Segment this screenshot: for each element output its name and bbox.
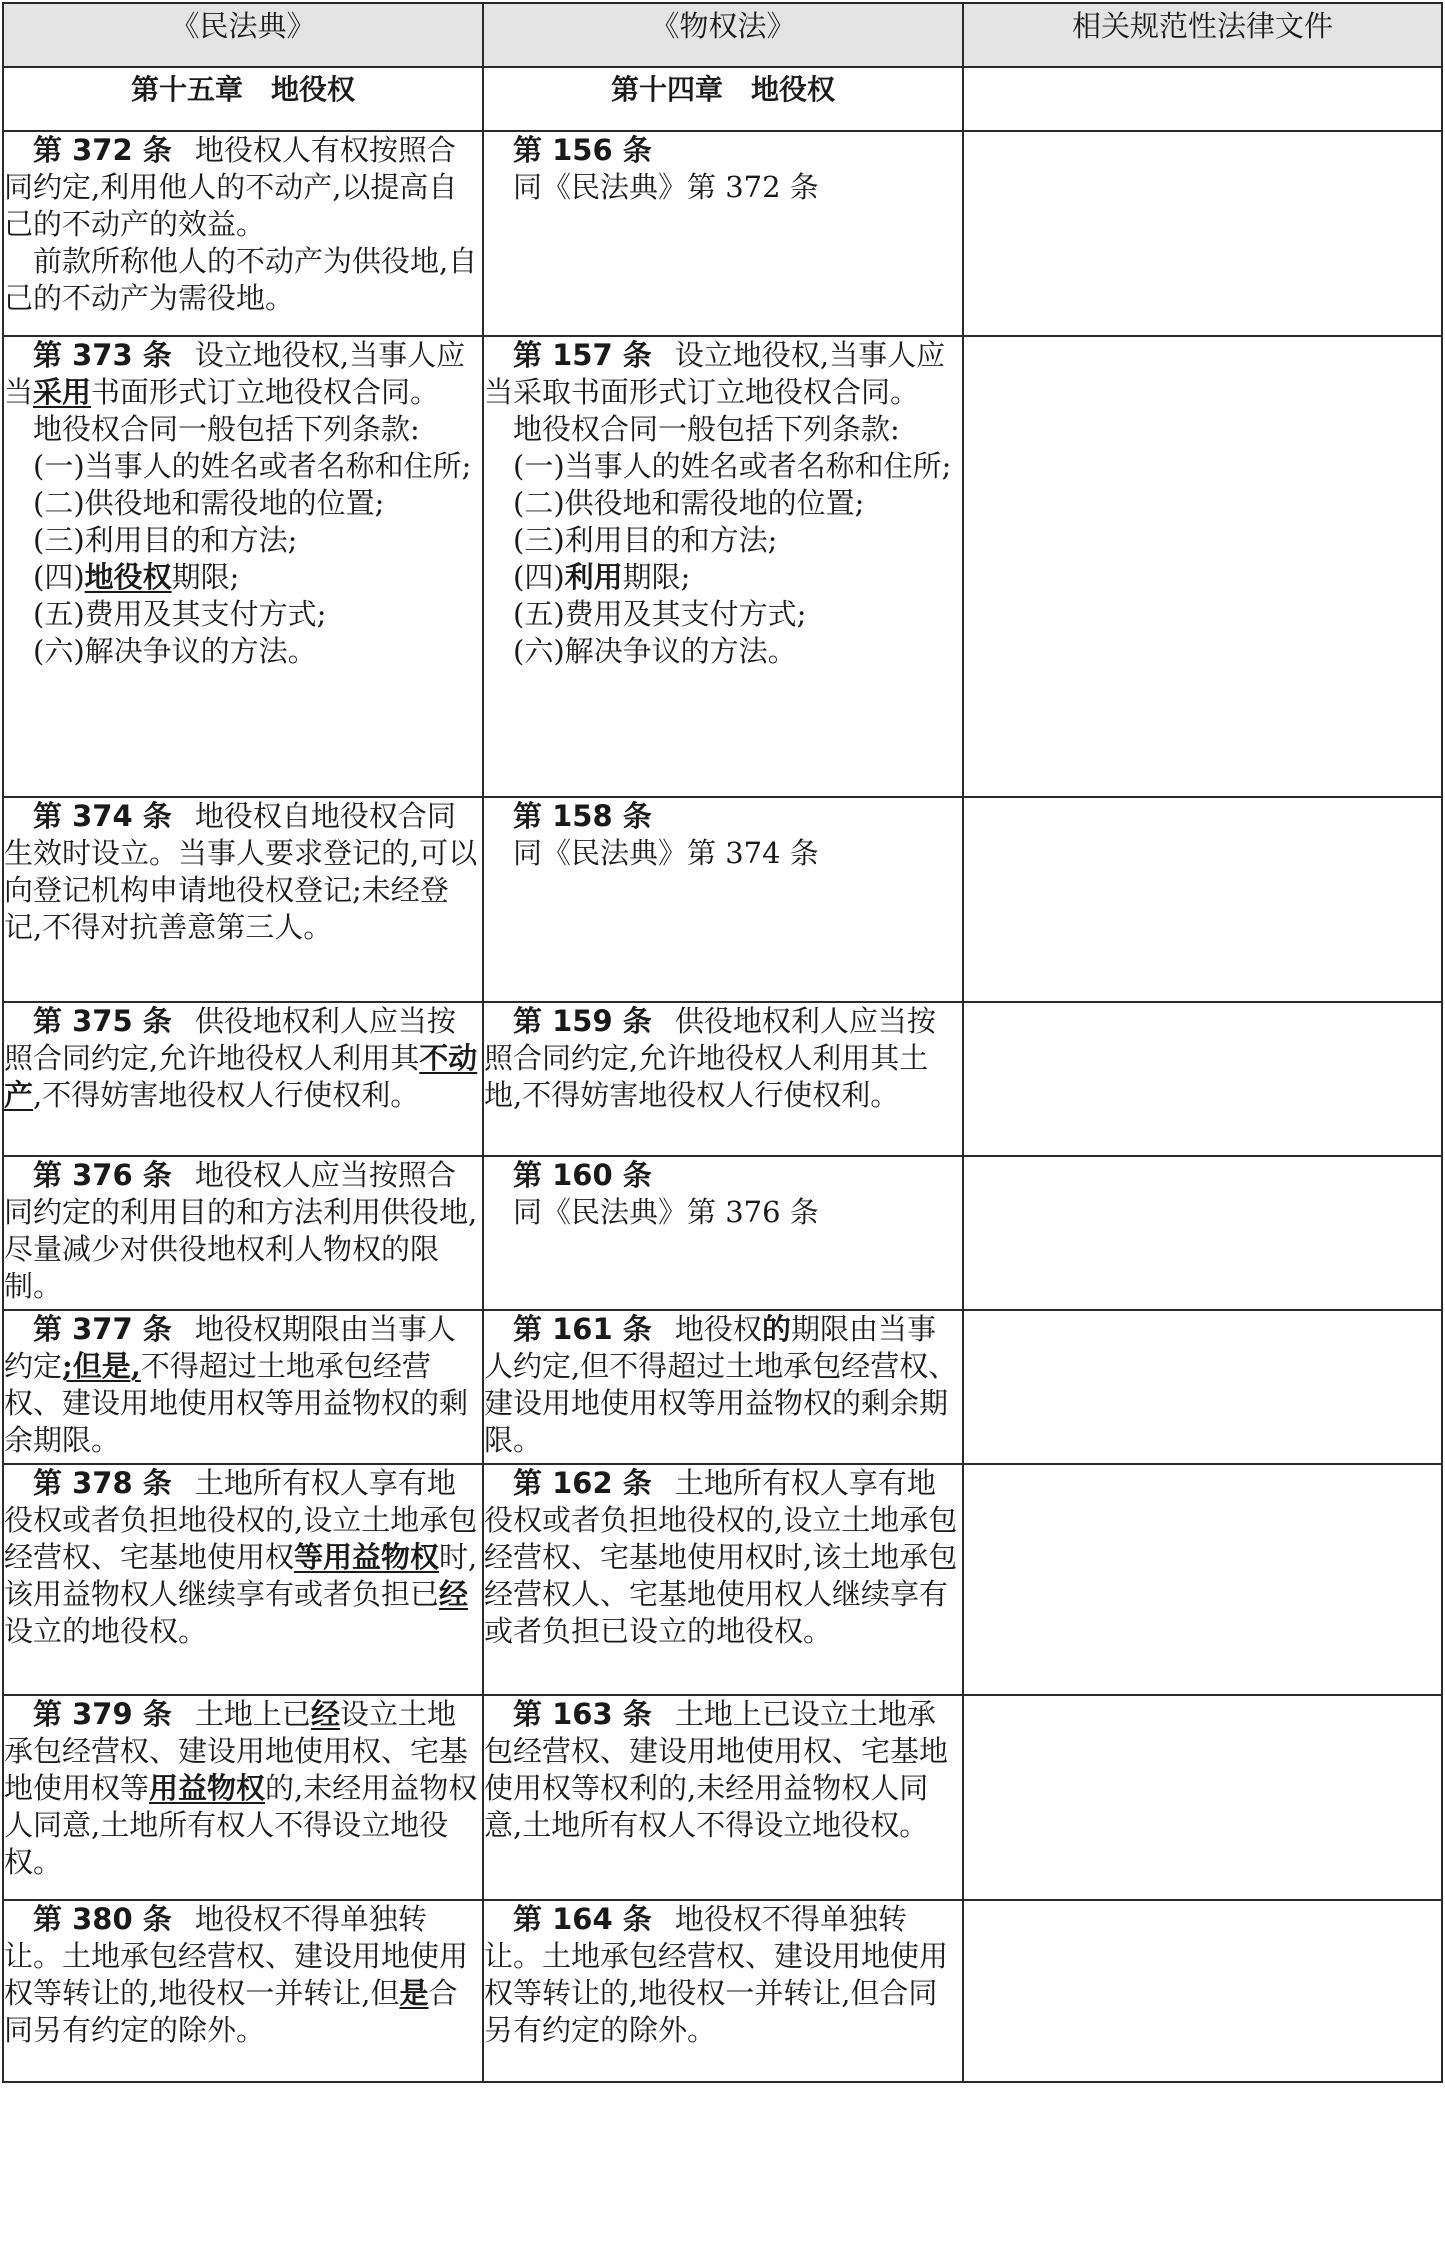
article-text: 地役权人应当按照合同约定的利用目的和方法利用供役地,尽量减少对供役地权利人物权的限制。: [4, 1158, 478, 1303]
article-number: 第 159 条: [513, 1004, 652, 1038]
article-paragraph: [4, 798, 482, 946]
article-text: 期限;: [622, 560, 691, 594]
article-text: (三)利用目的和方法;: [513, 523, 778, 557]
article-text: (二)供役地和需役地的位置;: [513, 486, 865, 520]
related-documents-cell: [963, 1310, 1442, 1464]
article-text: 供役地权利人应当按照合同约定,允许地役权人利用其土地,不得妨害地役权人行使权利。: [484, 1004, 936, 1112]
emphasized-text: 经: [310, 1697, 340, 1731]
civil-code-article: [3, 1695, 483, 1900]
article-row: [3, 1156, 1442, 1310]
emphasized-text: 的: [761, 1312, 791, 1346]
article-paragraph: [484, 798, 962, 835]
header-civil-code: 《民法典》: [3, 3, 483, 67]
article-text: (六)解决争议的方法。: [33, 634, 317, 668]
property-law-article: [483, 1464, 963, 1695]
property-law-article: [483, 131, 963, 336]
article-row: [3, 1002, 1442, 1156]
related-documents-cell: [963, 797, 1442, 1002]
article-number: 第 158 条: [513, 799, 652, 833]
article-cross-reference: 同《民法典》第 374 条: [513, 836, 819, 870]
article-number: 第 164 条: [513, 1902, 652, 1936]
article-text: 地役权: [674, 1312, 762, 1346]
civil-code-article: [3, 1002, 483, 1156]
header-property-law: 《物权法》: [483, 3, 963, 67]
article-text: 地役权不得单独转让。土地承包经营权、建设用地使用权等转让的,地役权一并转让,但: [4, 1902, 469, 2010]
article-text: 地役权合同一般包括下列条款:: [33, 412, 420, 446]
emphasized-text: 利用: [564, 560, 623, 594]
article-text: 不得超过土地承包经营权、建设用地使用权等用益物权的剩余期限。: [4, 1349, 469, 1457]
article-number: 第 163 条: [513, 1697, 652, 1731]
article-paragraph: [4, 1003, 482, 1114]
article-paragraph: [4, 559, 482, 596]
emphasized-text: 采用: [33, 375, 92, 409]
article-paragraph: [484, 633, 962, 670]
article-text: ,不得妨害地役权人行使权利。: [33, 1078, 420, 1112]
law-comparison-table: [2, 2, 1443, 2083]
chapter-civil-code: 第十五章 地役权: [3, 67, 483, 131]
article-text: 期限由当事人约定,但不得超过土地承包经营权、建设用地使用权等用益物权的剩余期限。: [484, 1312, 958, 1457]
related-documents-cell: [963, 1464, 1442, 1695]
civil-code-article: [3, 797, 483, 1002]
article-text: 的,未经用益物权人同意,土地所有权人不得设立地役权。: [4, 1771, 478, 1879]
article-text: 地役权自地役权合同生效时设立。当事人要求登记的,可以向登记机构申请地役权登记;未经登记,不得对抗善意第三人。: [4, 799, 478, 944]
article-text: 设立土地承包经营权、建设用地使用权、宅基地使用权等: [4, 1697, 469, 1805]
civil-code-article: [3, 336, 483, 797]
article-text: 地役权合同一般包括下列条款:: [513, 412, 900, 446]
article-text: 书面形式订立地役权合同。: [91, 375, 440, 409]
article-text: 供役地权利人应当按照合同约定,允许地役权人利用其: [4, 1004, 456, 1075]
civil-code-article: [3, 1156, 483, 1310]
civil-code-article: [3, 1900, 483, 2082]
article-text: (五)费用及其支付方式;: [33, 597, 327, 631]
article-paragraph: [4, 1901, 482, 2049]
emphasized-text: 经: [439, 1577, 469, 1611]
article-text: (四): [513, 560, 565, 594]
article-paragraph: [484, 448, 962, 485]
emphasized-text: ;但是,: [62, 1349, 141, 1383]
article-text: 土地所有权人享有地役权或者负担地役权的,设立土地承包经营权、宅基地使用权: [4, 1466, 478, 1574]
article-text: 土地上已设立土地承包经营权、建设用地使用权、宅基地使用权等权利的,未经用益物权人同意,土地所有权人不得设立地役权。: [484, 1697, 949, 1842]
article-number: 第 157 条: [513, 338, 652, 372]
article-text: 地役权人有权按照合同约定,利用他人的不动产,以提高自己的不动产的效益。: [4, 133, 458, 241]
article-text: (三)利用目的和方法;: [33, 523, 298, 557]
article-paragraph: [484, 1465, 962, 1650]
article-number: 第 374 条: [33, 799, 172, 833]
property-law-article: [483, 1310, 963, 1464]
article-text: (一)当事人的姓名或者名称和住所;: [33, 449, 472, 483]
civil-code-article: [3, 1310, 483, 1464]
article-text: 前款所称他人的不动产为供役地,自己的不动产为需役地。: [4, 244, 478, 315]
article-paragraph: [484, 1311, 962, 1459]
article-number: 第 160 条: [513, 1158, 652, 1192]
article-number: 第 372 条: [33, 133, 172, 167]
article-paragraph: [484, 596, 962, 633]
article-number: 第 161 条: [513, 1312, 652, 1346]
article-number: 第 375 条: [33, 1004, 172, 1038]
article-paragraph: [484, 132, 962, 169]
property-law-article: [483, 1002, 963, 1156]
related-documents-cell: [963, 1900, 1442, 2082]
emphasized-text: 不动产: [4, 1041, 478, 1112]
article-paragraph: [484, 411, 962, 448]
article-row: [3, 1464, 1442, 1695]
article-paragraph: [484, 559, 962, 596]
article-paragraph: [4, 1696, 482, 1881]
related-documents-cell: [963, 1695, 1442, 1900]
article-text: (二)供役地和需役地的位置;: [33, 486, 385, 520]
article-number: 第 379 条: [33, 1697, 172, 1731]
article-paragraph: [4, 596, 482, 633]
property-law-article: [483, 1695, 963, 1900]
civil-code-article: [3, 1464, 483, 1695]
related-documents-cell: [963, 336, 1442, 797]
property-law-article: [483, 1900, 963, 2082]
article-paragraph: [4, 337, 482, 411]
article-paragraph: [484, 485, 962, 522]
article-number: 第 373 条: [33, 338, 172, 372]
related-documents-cell: [963, 1002, 1442, 1156]
property-law-article: [483, 797, 963, 1002]
article-number: 第 162 条: [513, 1466, 652, 1500]
article-text: (四): [33, 560, 85, 594]
article-row: [3, 336, 1442, 797]
article-text: 合同另有约定的除外。: [4, 1976, 458, 2047]
article-row: [3, 1695, 1442, 1900]
article-cross-reference: 同《民法典》第 376 条: [513, 1195, 819, 1229]
article-paragraph: [4, 1311, 482, 1459]
article-row: [3, 1310, 1442, 1464]
article-paragraph: [484, 337, 962, 411]
article-paragraph: [4, 522, 482, 559]
chapter-property-law: 第十四章 地役权: [483, 67, 963, 131]
article-paragraph: [484, 1901, 962, 2049]
article-paragraph: [4, 411, 482, 448]
article-text: 时,该用益物权人继续享有或者负担已: [4, 1540, 478, 1611]
article-number: 第 378 条: [33, 1466, 172, 1500]
article-text: 设立的地役权。: [4, 1614, 208, 1648]
chapter-related-documents: [963, 67, 1442, 131]
civil-code-article: [3, 131, 483, 336]
chapter-row: [3, 67, 1442, 131]
article-text: 土地上已: [194, 1697, 311, 1731]
article-paragraph: [484, 1696, 962, 1844]
article-text: 设立地役权,当事人应当采取书面形式订立地役权合同。: [484, 338, 946, 409]
emphasized-text: 用益物权: [149, 1771, 266, 1805]
article-paragraph: [484, 522, 962, 559]
article-text: (五)费用及其支付方式;: [513, 597, 807, 631]
article-number: 第 377 条: [33, 1312, 172, 1346]
article-text: 土地所有权人享有地役权或者负担地役权的,设立土地承包经营权、宅基地使用权时,该土地承包经营权人、宅基地使用权人继续享有或者负担已设立的地役权。: [484, 1466, 958, 1648]
emphasized-text: 地役权: [84, 560, 172, 594]
header-row: [3, 3, 1442, 67]
article-paragraph: [4, 1157, 482, 1305]
article-number: 第 376 条: [33, 1158, 172, 1192]
article-text: 地役权不得单独转让。土地承包经营权、建设用地使用权等转让的,地役权一并转让,但合同另有约定的除外。: [484, 1902, 949, 2047]
article-paragraph: [4, 132, 482, 243]
emphasized-text: 等用益物权: [294, 1540, 440, 1574]
article-paragraph: [484, 1003, 962, 1114]
article-paragraph: [4, 1465, 482, 1650]
property-law-article: [483, 1156, 963, 1310]
article-paragraph: [4, 448, 482, 485]
related-documents-cell: [963, 1156, 1442, 1310]
article-paragraph: [4, 243, 482, 317]
article-text: (六)解决争议的方法。: [513, 634, 797, 668]
article-text: 地役权期限由当事人约定: [4, 1312, 456, 1383]
article-number: 第 156 条: [513, 133, 652, 167]
article-text: (一)当事人的姓名或者名称和住所;: [513, 449, 952, 483]
article-paragraph: [4, 633, 482, 670]
article-number: 第 380 条: [33, 1902, 172, 1936]
related-documents-cell: [963, 131, 1442, 336]
article-row: [3, 131, 1442, 336]
article-row: [3, 797, 1442, 1002]
article-paragraph: [4, 485, 482, 522]
article-paragraph: [484, 1157, 962, 1194]
article-text: 设立地役权,当事人应当: [4, 338, 466, 409]
article-text: 期限;: [171, 560, 240, 594]
article-cross-reference: 同《民法典》第 372 条: [513, 170, 819, 204]
article-row: [3, 1900, 1442, 2082]
header-related-documents: 相关规范性法律文件: [963, 3, 1442, 67]
property-law-article: [483, 336, 963, 797]
emphasized-text: 是: [399, 1976, 429, 2010]
